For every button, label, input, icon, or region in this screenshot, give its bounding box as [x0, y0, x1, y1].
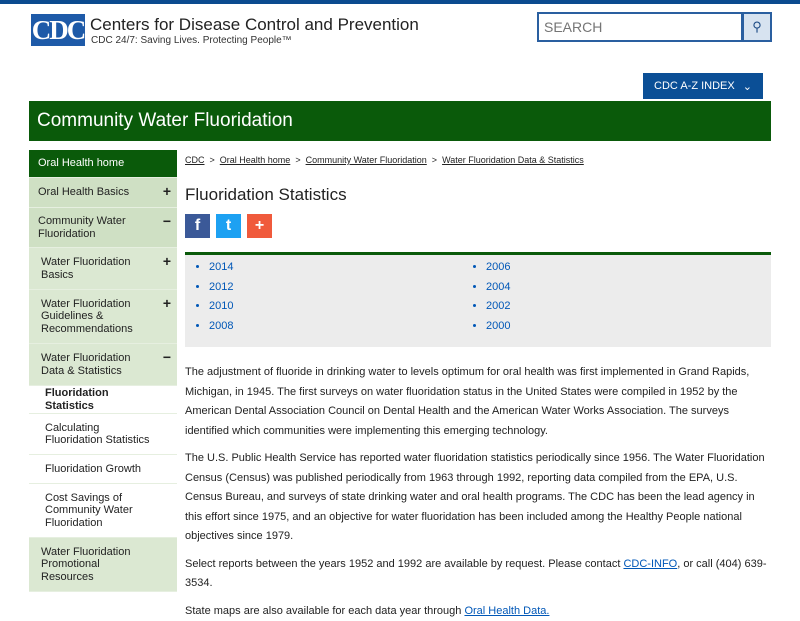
- breadcrumb: CDC > Oral Health home > Community Water Fluoridation > Water Fluoridation Data & Statistics: [185, 155, 771, 165]
- year-link[interactable]: 2002: [486, 300, 510, 312]
- sidebar-item-label: Oral Health Basics: [38, 186, 129, 199]
- year-list-item: [486, 258, 510, 278]
- oral-health-data-link[interactable]: Oral Health Data.: [464, 605, 549, 617]
- request-text-end: , or call (404) 639-3534.: [185, 558, 767, 590]
- sidebar-item[interactable]: [29, 248, 177, 290]
- year-link[interactable]: 2004: [486, 281, 510, 293]
- chevron-down-icon: ⌄: [743, 80, 752, 93]
- sidebar-item-label: Fluoridation Growth: [45, 463, 141, 476]
- collapse-icon[interactable]: −: [163, 351, 171, 364]
- year-list-item: [209, 297, 233, 317]
- breadcrumb-cdc[interactable]: CDC: [185, 155, 205, 165]
- history-paragraph: The U.S. Public Health Service has reported water fluoridation statistics periodically since 1956. The Water Fluoridation Census (Census) was published periodically from 1963 through 1992, reporting data compiled from the EPA, U.S. Census Bureau, and surveys of state drinking water and oral health programs. The CDC has been the lead agency in this effort since 1975, and an objective for water fluoridation has been included among the Healthy People national objectives since 1979.: [185, 449, 771, 547]
- sidebar-item-label: Water Fluoridation Data & Statistics: [41, 352, 155, 377]
- sidebar-item-label: Water Fluoridation Promotional Resources: [41, 546, 155, 584]
- sidebar-item[interactable]: [29, 290, 177, 344]
- sidebar-item[interactable]: [29, 344, 177, 386]
- sidebar-item[interactable]: [29, 484, 177, 538]
- sidebar-item[interactable]: [29, 208, 177, 248]
- year-list-item: [209, 258, 233, 278]
- collapse-icon[interactable]: −: [163, 215, 171, 228]
- page-title: Fluoridation Statistics: [185, 185, 771, 205]
- sidebar-item[interactable]: [29, 150, 177, 178]
- search-button[interactable]: [742, 12, 772, 42]
- sidebar-item-label: Community Water Fluoridation: [38, 215, 155, 240]
- year-links-box: [185, 252, 771, 347]
- year-list-item: [486, 297, 510, 317]
- sidebar-item-label: Water Fluoridation Guidelines & Recommendations: [41, 298, 155, 336]
- maps-text: State maps are also available for each data year through: [185, 605, 464, 617]
- year-link[interactable]: 2008: [209, 320, 233, 332]
- search-icon: ⚲: [752, 19, 762, 35]
- search-input[interactable]: [537, 12, 743, 42]
- request-paragraph: [185, 555, 771, 594]
- az-index-button[interactable]: [643, 73, 763, 99]
- sidebar-item-label: Fluoridation Statistics: [45, 387, 155, 412]
- twitter-icon[interactable]: t: [216, 214, 241, 238]
- year-list-item: [209, 317, 233, 337]
- sidebar-item[interactable]: [29, 455, 177, 484]
- top-bar: [0, 0, 800, 4]
- main-content: [185, 150, 771, 621]
- intro-paragraph: The adjustment of fluoride in drinking water to levels optimum for oral health was first implemented in Grand Rapids, Michigan, in 1945. The first surveys on water fluoridation status in the United States were compiled in 1952 by the American Dental Association Council on Dental Health and the American Water Works Association. The surveys identified which communities were implementing this emerging technology.: [185, 363, 771, 441]
- year-link[interactable]: 2012: [209, 281, 233, 293]
- cdc-logo[interactable]: CDC: [31, 14, 85, 46]
- sidebar-item[interactable]: [29, 178, 177, 208]
- sidebar-item[interactable]: [29, 538, 177, 592]
- expand-icon[interactable]: +: [163, 297, 171, 310]
- request-text: Select reports between the years 1952 and 1992 are available by request. Please contact: [185, 558, 623, 570]
- tagline: CDC 24/7: Saving Lives. Protecting People™: [91, 35, 292, 46]
- site-banner: Community Water Fluoridation: [29, 101, 771, 141]
- year-link[interactable]: 2000: [486, 320, 510, 332]
- sidebar-item-label: Oral Health home: [38, 157, 124, 170]
- sidebar-item-label: Cost Savings of Community Water Fluoridation: [45, 492, 155, 530]
- addthis-icon[interactable]: +: [247, 214, 272, 238]
- sidebar-item-label: Calculating Fluoridation Statistics: [45, 422, 155, 447]
- sidebar-item[interactable]: [29, 414, 177, 455]
- expand-icon[interactable]: +: [163, 255, 171, 268]
- expand-icon[interactable]: +: [163, 185, 171, 198]
- cdc-info-link[interactable]: CDC-INFO: [623, 558, 677, 570]
- year-list-item: [486, 317, 510, 337]
- breadcrumb-cwf[interactable]: Community Water Fluoridation: [306, 155, 427, 165]
- sidebar-nav: [29, 150, 177, 592]
- year-list-item: [486, 278, 510, 298]
- breadcrumb-data[interactable]: Water Fluoridation Data & Statistics: [442, 155, 584, 165]
- breadcrumb-oral-health[interactable]: Oral Health home: [220, 155, 291, 165]
- sidebar-item-label: Water Fluoridation Basics: [41, 256, 155, 281]
- year-link[interactable]: 2006: [486, 261, 510, 273]
- org-name[interactable]: Centers for Disease Control and Prevention: [90, 15, 419, 35]
- az-label: CDC A-Z INDEX: [654, 80, 735, 92]
- sidebar-item[interactable]: [29, 386, 177, 414]
- social-buttons: [185, 214, 771, 238]
- facebook-icon[interactable]: f: [185, 214, 210, 238]
- year-link[interactable]: 2014: [209, 261, 233, 273]
- year-list-item: [209, 278, 233, 298]
- maps-paragraph: [185, 602, 771, 621]
- year-link[interactable]: 2010: [209, 300, 233, 312]
